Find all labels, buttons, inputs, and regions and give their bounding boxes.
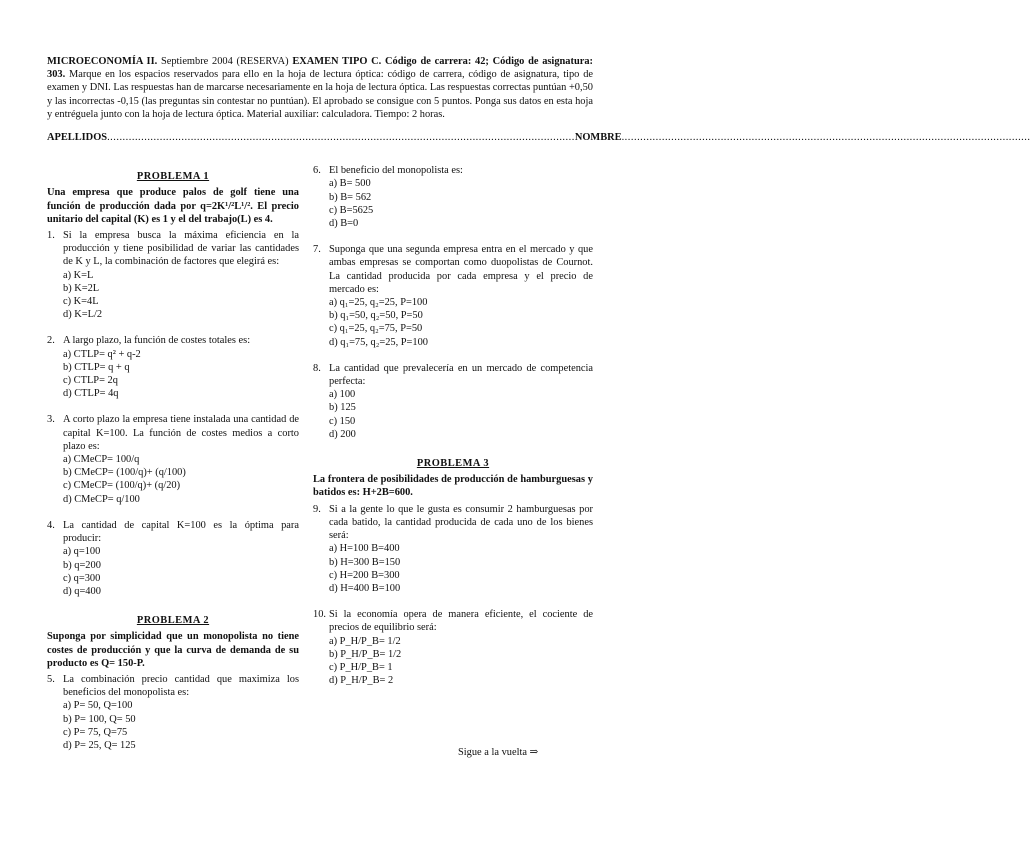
- question-1-option-a: a) K=L: [63, 269, 94, 281]
- question-8-number: 8.: [313, 362, 321, 374]
- question-7-number: 7.: [313, 244, 321, 256]
- question-9-text: Si a la gente lo que le gusta es consumir 2 hamburguesas por cada batido, la cantidad producida de cada uno de los bienes será:: [329, 503, 593, 542]
- question-2-option-c: c) CTLP= 2q: [63, 375, 118, 387]
- question-6: [313, 164, 593, 230]
- question-9-number: 9.: [313, 503, 321, 515]
- question-4-option-c: c) q=300: [63, 572, 101, 584]
- header-instructions: Marque en los espacios reservados para ello en la hoja de lectura óptica: código de carrera, código de asignatura, tipo de examen y DNI. Las respuestas han de marcarse necesariamente en la hoja de lectura óptica. Las respuestas correctas puntúan +0,50 y las incorrectas -0,15 (las preguntas sin contestar no puntúan). El aprobado se consigue con 5 puntos. Ponga sus datos en esta hoja y entréguela junto con la hoja de lectura óptica. Material auxiliar: calculadora. Tiempo: 2 horas.: [47, 69, 593, 120]
- question-8-option-a: a) 100: [329, 389, 356, 401]
- question-7-option-a: a) q₁=25, q₂=25, P=100: [329, 297, 428, 309]
- question-3-number: 3.: [47, 414, 55, 426]
- question-4-number: 4.: [47, 519, 55, 531]
- question-2-number: 2.: [47, 335, 55, 347]
- question-6-text: El beneficio del monopolista es:: [329, 165, 463, 177]
- question-5-number: 5.: [47, 673, 55, 685]
- nombre-label: NOMBRE: [574, 132, 622, 144]
- question-10-option-c: c) P_H/P_B= 1: [329, 661, 393, 673]
- problema2-title: PROBLEMA 2: [136, 615, 210, 627]
- header-exam-code: EXAMEN TIPO C. Código de carrera: 42; Código de asignatura: 303.: [47, 56, 593, 81]
- student-names-line: [47, 131, 1030, 144]
- question-1-option-c: c) K=4L: [63, 296, 99, 308]
- header-intro: MICROECONOMÍA II.: [47, 56, 158, 67]
- question-2: [47, 334, 299, 400]
- question-2-text: A largo plazo, la función de costes totales es:: [63, 335, 251, 347]
- question-4-option-d: d) q=400: [63, 585, 101, 597]
- question-10-option-b: b) P_H/P_B= 1/2: [329, 648, 402, 660]
- question-9-option-c: c) H=200 B=300: [329, 569, 400, 581]
- question-6-option-c: c) B=5625: [329, 204, 374, 216]
- question-7-option-d: d) q₁=75, q₂=25, P=100: [329, 336, 429, 348]
- question-10-option-d: d) P_H/P_B= 2: [329, 675, 394, 687]
- question-8: [313, 362, 593, 441]
- problema2-statement: Suponga por simplicidad que un monopolista no tiene costes de producción y que la curva de demanda de su producto es Q= 150-P.: [47, 631, 299, 669]
- question-7-option-c: c) q₁=25, q₂=75, P=50: [329, 323, 423, 335]
- questions-columns: [47, 164, 593, 752]
- question-4-text: La cantidad de capital K=100 es la óptima para producir:: [63, 519, 299, 545]
- problema3-statement: La frontera de posibilidades de producción de hamburguesas y batidos es: H+2B=600.: [313, 474, 593, 499]
- question-3: [47, 413, 299, 505]
- question-3-option-d: d) CMeCP= q/100: [63, 493, 140, 505]
- question-10: [313, 608, 593, 687]
- question-5-option-a: a) P= 50, Q=100: [63, 700, 133, 712]
- exam-header: [47, 55, 593, 121]
- question-9-option-a: a) H=100 B=400: [329, 543, 400, 555]
- right-column: [313, 164, 593, 752]
- question-9: [313, 503, 593, 595]
- question-6-option-d: d) B=0: [329, 218, 359, 230]
- question-5-option-d: d) P= 25, Q= 125: [63, 739, 136, 751]
- question-3-text: A corto plazo la empresa tiene instalada una cantidad de capital K=100. La función de costes medios a corto plazo es:: [63, 414, 299, 452]
- question-5-option-c: c) P= 75, Q=75: [63, 726, 128, 738]
- question-8-text: La cantidad que prevalecería en un mercado de competencia perfecta:: [329, 362, 593, 388]
- question-7-text: Suponga que una segunda empresa entra en el mercado y que ambas empresas se comportan como duopolistas de Cournot. La cantidad producida por cada empresa y el precio de mercado es:: [329, 244, 593, 295]
- question-4: [47, 519, 299, 598]
- question-5-option-b: b) P= 100, Q= 50: [63, 713, 136, 725]
- question-4-option-b: b) q=200: [63, 559, 101, 571]
- question-2-option-a: a) CTLP= q² + q-2: [63, 348, 141, 360]
- question-7-option-b: b) q₁=50, q₂=50, P=50: [329, 310, 423, 322]
- question-9-option-d: d) H=400 B=100: [329, 582, 401, 594]
- question-1-number: 1.: [47, 230, 55, 242]
- question-6-number: 6.: [313, 165, 321, 177]
- question-1-text: Si la empresa busca la máxima eficiencia en la producción y tiene posibilidad de variar las cantidades de K y L, la combinación de factores que elegirá es:: [63, 230, 299, 268]
- question-5: [47, 673, 299, 752]
- problema3-title: PROBLEMA 3: [416, 458, 490, 470]
- question-10-option-a: a) P_H/P_B= 1/2: [329, 635, 401, 647]
- question-6-option-a: a) B= 500: [329, 178, 371, 190]
- question-2-option-d: d) CTLP= 4q: [63, 388, 119, 400]
- question-8-option-d: d) 200: [329, 428, 356, 440]
- nombre-field[interactable]: ....................................................................................................................................: [621, 132, 1030, 144]
- question-6-option-b: b) B= 562: [329, 191, 372, 203]
- apellidos-field[interactable]: .......................................................................................................................................................: [107, 132, 575, 144]
- question-1-option-b: b) K=2L: [63, 282, 100, 294]
- question-2-option-b: b) CTLP= q + q: [63, 361, 130, 373]
- question-7: [313, 243, 593, 349]
- question-3-option-b: b) CMeCP= (100/q)+ (q/100): [63, 467, 186, 479]
- question-8-option-b: b) 125: [329, 402, 356, 414]
- left-column: [47, 164, 299, 752]
- question-10-number: 10.: [313, 609, 326, 621]
- question-9-option-b: b) H=300 B=150: [329, 556, 401, 568]
- question-3-option-c: c) CMeCP= (100/q)+ (q/20): [63, 480, 181, 492]
- header-date: Septiembre 2004 (RESERVA): [157, 56, 293, 67]
- question-1-option-d: d) K=L/2: [63, 309, 103, 321]
- question-8-option-c: c) 150: [329, 415, 356, 427]
- continue-on-back-note: Sigue a la vuelta ⇒: [458, 747, 539, 758]
- question-5-text: La combinación precio cantidad que maximiza los beneficios del monopolista es:: [63, 673, 299, 699]
- apellidos-label: APELLIDOS: [47, 132, 108, 144]
- problema1-statement: Una empresa que produce palos de golf tiene una función de producción dada por q=2K¹/²L¹/². El precio unitario del capital (K) es 1 y el del trabajo(L) es 4.: [47, 187, 299, 225]
- question-3-option-a: a) CMeCP= 100/q: [63, 454, 140, 466]
- question-4-option-a: a) q=100: [63, 546, 101, 558]
- question-1: [47, 229, 299, 321]
- question-10-text: Si la economía opera de manera eficiente, el cociente de precios de equilibrio será:: [329, 609, 593, 634]
- exam-page: [47, 55, 1030, 752]
- problema1-title: PROBLEMA 1: [136, 171, 210, 183]
